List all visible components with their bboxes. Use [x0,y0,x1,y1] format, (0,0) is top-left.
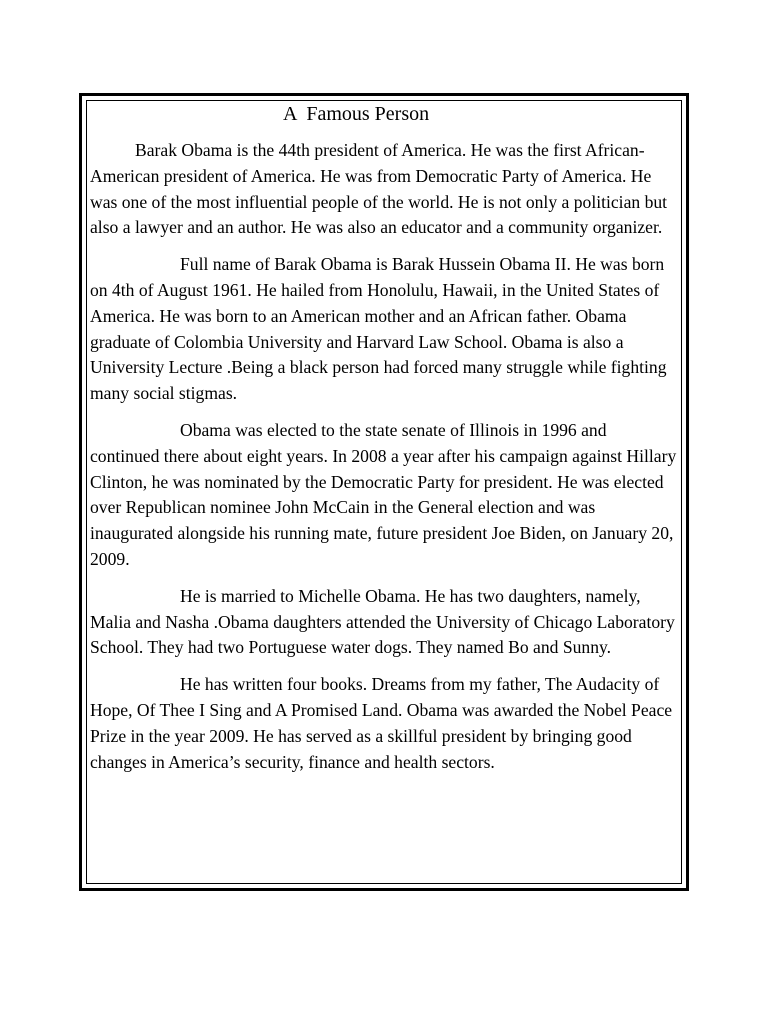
paragraph-intro: Barak Obama is the 44th president of America. He was the first African-American president of America. He was from Democratic Party of America. He was one of the most influential people of the world. He is not only a politician but also a lawyer and an author. He was also an educator and a community organizer. [90,140,668,238]
essay-content [90,101,680,775]
paragraph-early-life: Full name of Barak Obama is Barak Hussein Obama II. He was born on 4th of August 1961. He hailed from Honolulu, Hawaii, in the United States of America. He was born to an American mother and an African father. Obama graduate of Colombia University and Harvard Law School. Obama is also a University Lecture .Being a black person had forced many struggle while fighting many social stigmas. [90,254,667,404]
paragraph-books-awards: He has written four books. Dreams from my father, The Audacity of Hope, Of Thee I Sing and A Promised Land. Obama was awarded the Nobel Peace Prize in the year 2009. He has served as a skillful president by bringing good changes in America’s security, finance and health sectors. [90,674,673,772]
paragraph-political-career: Obama was elected to the state senate of Illinois in 1996 and continued there about eight years. In 2008 a year after his campaign against Hillary Clinton, he was nominated by the Democratic Party for president. He was elected over Republican nominee John McCain in the General election and was inaugurated alongside his running mate, future president Joe Biden, on January 20, 2009. [90,419,677,569]
paragraph-family: He is married to Michelle Obama. He has two daughters, namely, Malia and Nasha .Obama daughters attended the University of Chicago Laboratory School. They had two Portuguese water dogs. They named Bo and Sunny. [90,585,675,658]
essay-title: A Famous Person [283,103,430,125]
